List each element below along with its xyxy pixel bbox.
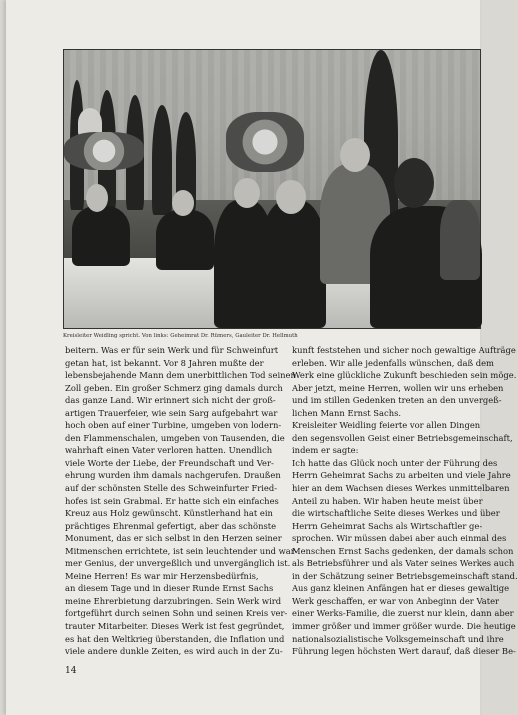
photo-flowers	[226, 112, 304, 172]
text-line: hoch oben auf einer Turbine, umgeben von lodern-	[65, 420, 282, 431]
text-line: artigen Trauerfeier, wie sein Sarg aufgebahrt war	[65, 407, 278, 418]
text-line: Werk geschaffen, er war von Anbeginn der Vater	[292, 595, 500, 606]
photo-person-head	[234, 178, 260, 208]
page-number: 14	[65, 666, 77, 676]
photo-person-head	[394, 158, 434, 208]
text-line: Herrn Geheimrat Sachs zu arbeiten und viele Jahre	[292, 470, 511, 481]
text-line: einer Werks-Familie, die zuerst nur klein, dann aber	[292, 608, 514, 619]
text-line: indem er sagte:	[292, 445, 359, 456]
text-line: es hat den Weltkrieg überstanden, die Inflation und	[65, 633, 285, 644]
photo-person-head	[276, 180, 306, 214]
text-line: Zoll geben. Ein großer Schmerz ging damals durch	[65, 382, 283, 393]
text-line: Führung legen höchsten Wert darauf, daß dieser Be-	[292, 646, 516, 657]
text-line: Mitmenschen errichtete, ist sein leuchtender und war-	[65, 545, 298, 556]
left-text-column	[65, 344, 298, 658]
right-text-column	[292, 344, 518, 658]
text-line: getan hat, ist bekannt. Vor 8 Jahren mußte der	[65, 357, 264, 368]
photo-caption: Kreisleiter Weidling spricht. Von links: Geheimrat Dr. Rümers, Gauleiter Dr. Hellmuth	[63, 333, 298, 339]
text-line: Werk eine glückliche Zukunft beschieden sein möge.	[292, 370, 517, 381]
text-line: als Betriebsführer und als Vater seines Werkes auch	[292, 558, 515, 569]
text-line: Herrn Geheimrat Sachs als Wirtschaftler ge-	[292, 520, 483, 531]
photo-tree	[152, 105, 172, 215]
text-line: die wirtschaftliche Seite dieses Werkes und über	[292, 508, 500, 519]
text-line: Ich hatte das Glück noch unter der Führung des	[292, 457, 498, 468]
text-line: kunft feststehen und sicher noch gewaltige Aufträge	[292, 345, 516, 355]
photo-person	[156, 210, 214, 270]
text-line: auf der schönsten Stelle des Schweinfurter Fried-	[65, 483, 278, 494]
photo-person	[72, 206, 130, 266]
text-line: fortgeführt durch seinen Sohn und seinen Kreis ver-	[65, 608, 288, 619]
book-page	[6, 0, 518, 715]
text-line: und im stillen Gedenken treten an den unvergeß-	[292, 395, 502, 406]
photo-person-head	[172, 190, 194, 216]
text-line: Meine Herren! Es war mir Herzensbedürfnis,	[65, 570, 259, 581]
text-line: hier an dem Wachsen dieses Werkes unmittelbaren	[292, 483, 510, 494]
text-line: hofes ist sein Grabmal. Er hatte sich ein einfaches	[65, 495, 279, 506]
photo-person	[440, 200, 480, 280]
text-line: das ganze Land. Wir erinnert sich nicht der groß-	[65, 395, 276, 406]
text-line: den Flammenschalen, umgeben von Tausenden, die	[65, 432, 285, 443]
photo-person	[260, 200, 326, 328]
text-line: viele Worte der Liebe, der Freundschaft und Ver-	[65, 457, 274, 468]
text-line: Aber jetzt, meine Herren, wollen wir uns erheben	[292, 382, 504, 393]
text-line: wahrhaft einen Vater verloren hatten. Unendlich	[65, 445, 273, 456]
text-line: in der Schätzung seiner Betriebsgemeinschaft stand.	[292, 570, 518, 581]
photo-flowers	[64, 132, 144, 170]
text-line: mer Genius, der unvergeßlich und unvergänglich ist.	[65, 558, 291, 569]
text-line: Menschen Ernst Sachs gedenken, der damals schon	[292, 545, 514, 556]
text-line: trauter Mitarbeiter. Dieses Werk ist fest gegründet,	[65, 621, 285, 632]
text-line: meine Ehrerbietung darzubringen. Sein Werk wird	[65, 595, 282, 606]
text-line: erleben. Wir alle jedenfalls wünschen, daß dem	[292, 357, 494, 368]
photo-person-head	[86, 184, 108, 212]
text-line: an diesem Tage und in dieser Runde Ernst Sachs	[65, 583, 274, 594]
text-line: Aus ganz kleinen Anfängen hat er dieses gewaltige	[292, 583, 510, 594]
text-line: Kreisleiter Weidling feierte vor allen Dingen	[292, 420, 481, 431]
text-line: nationalsozialistische Volksgemeinschaft und ihre	[292, 633, 504, 644]
text-line: immer größer und immer größer wurde. Die heutige	[292, 621, 516, 632]
text-line: Monument, das er sich selbst in den Herzen seiner	[65, 533, 282, 544]
text-line: Kreuz aus Holz gewünscht. Künstlerhand hat ein	[65, 508, 273, 519]
text-line: viele andere dunkle Zeiten, es wird auch in der Zu-	[65, 646, 283, 657]
text-line: beitern. Was er für sein Werk und für Schweinfurt	[65, 345, 279, 355]
banquet-photo	[63, 49, 481, 329]
photo-speaker-head	[340, 138, 370, 172]
text-line: ehrung wurden ihm damals nachgerufen. Draußen	[65, 470, 281, 481]
text-line: lebensbejahende Mann dem unerbittlichen Tod seinen	[65, 370, 296, 381]
text-line: den segensvollen Geist einer Betriebsgemeinschaft,	[292, 432, 513, 443]
text-line: Anteil zu haben. Wir haben heute meist über	[292, 495, 483, 506]
text-line: sprochen. Wir müssen dabei aber auch einmal des	[292, 533, 507, 544]
text-line: lichen Mann Ernst Sachs.	[292, 407, 402, 418]
text-line: prächtiges Ehrenmal gefertigt, aber das schönste	[65, 520, 277, 531]
